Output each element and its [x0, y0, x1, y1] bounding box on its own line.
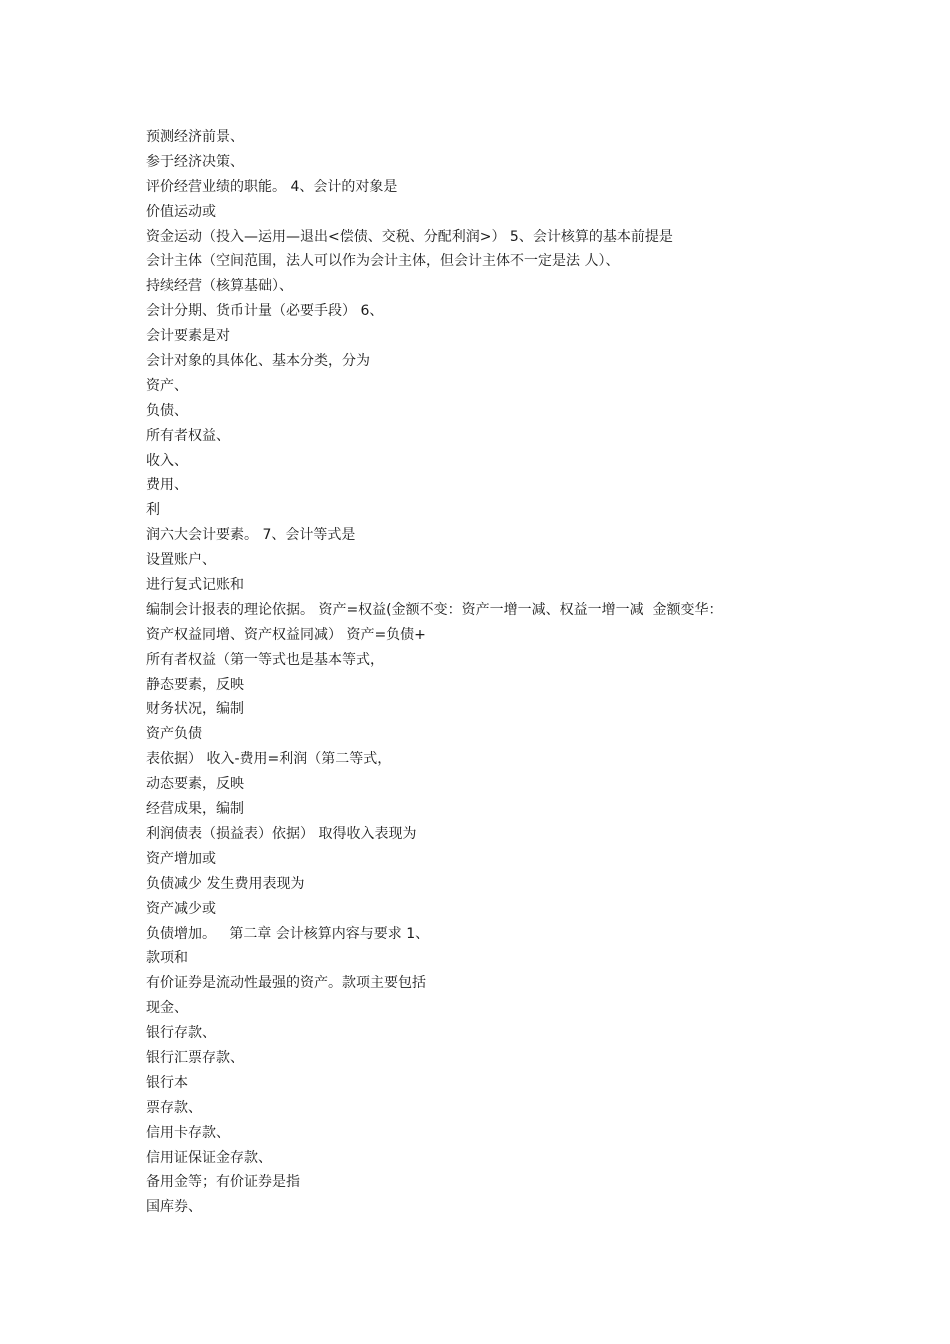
text-line: 银行本 — [146, 1074, 188, 1091]
text-line: 静态要素，反映 — [146, 676, 244, 693]
text-line: 资产、 — [146, 377, 188, 394]
text-line: 设置账户、 — [146, 552, 216, 569]
text-line: 润六大会计要素。 7、会计等式是 — [146, 527, 356, 544]
text-line: 信用证保证金存款、 — [146, 1149, 272, 1166]
text-line: 价值运动或 — [146, 203, 216, 220]
text-line: 参于经济决策、 — [146, 153, 244, 170]
text-line: 会计分期、货币计量（必要手段） 6、 — [146, 303, 384, 320]
text-line: 资金运动（投入—运用—退出<偿债、交税、分配利润>） 5、会计核算的基本前提是 — [146, 228, 673, 245]
text-line: 负债增加。 第二章 会计核算内容与要求 1、 — [146, 925, 430, 942]
text-line: 表依据） 收入-费用=利润（第二等式， — [146, 751, 392, 768]
text-line: 经营成果，编制 — [146, 801, 244, 818]
text-line: 资产增加或 — [146, 850, 216, 867]
text-line: 负债、 — [146, 402, 188, 419]
text-line: 款项和 — [146, 950, 188, 967]
text-line: 编制会计报表的理论依据。 资产=权益(金额不变：资产一增一减、权益一增一减 金额变华： — [146, 601, 723, 618]
text-line: 负债减少 发生费用表现为 — [146, 875, 305, 892]
text-line: 财务状况，编制 — [146, 701, 244, 718]
text-line: 动态要素，反映 — [146, 776, 244, 793]
text-line: 有价证券是流动性最强的资产。款项主要包括 — [146, 975, 426, 992]
text-line: 现金、 — [146, 1000, 188, 1017]
text-line: 会计要素是对 — [146, 328, 230, 345]
text-line: 利润债表（损益表）依据） 取得收入表现为 — [146, 825, 417, 842]
text-line: 持续经营（核算基础）、 — [146, 278, 293, 295]
text-line: 票存款、 — [146, 1099, 202, 1116]
text-line: 进行复式记账和 — [146, 577, 244, 594]
text-line: 信用卡存款、 — [146, 1124, 230, 1141]
text-line: 费用、 — [146, 477, 188, 494]
text-line: 备用金等；有价证券是指 — [146, 1174, 300, 1191]
text-line: 会计主体（空间范围，法人可以作为会计主体，但会计主体不一定是法 人）、 — [146, 253, 620, 270]
text-line: 所有者权益、 — [146, 427, 230, 444]
text-line: 利 — [146, 502, 160, 519]
text-line: 收入、 — [146, 452, 188, 469]
text-line: 银行汇票存款、 — [146, 1049, 244, 1066]
text-line: 资产权益同增、资产权益同减） 资产=负债+ — [146, 626, 426, 643]
text-line: 国库券、 — [146, 1199, 202, 1216]
text-line: 会计对象的具体化、基本分类，分为 — [146, 353, 370, 370]
text-line: 银行存款、 — [146, 1025, 216, 1042]
text-line: 资产负债 — [146, 726, 202, 743]
text-line: 所有者权益（第一等式也是基本等式， — [146, 651, 384, 668]
document-body — [146, 125, 826, 1220]
text-line: 资产减少或 — [146, 900, 216, 917]
text-line: 评价经营业绩的职能。 4、会计的对象是 — [146, 178, 398, 195]
text-line: 预测经济前景、 — [146, 129, 244, 145]
